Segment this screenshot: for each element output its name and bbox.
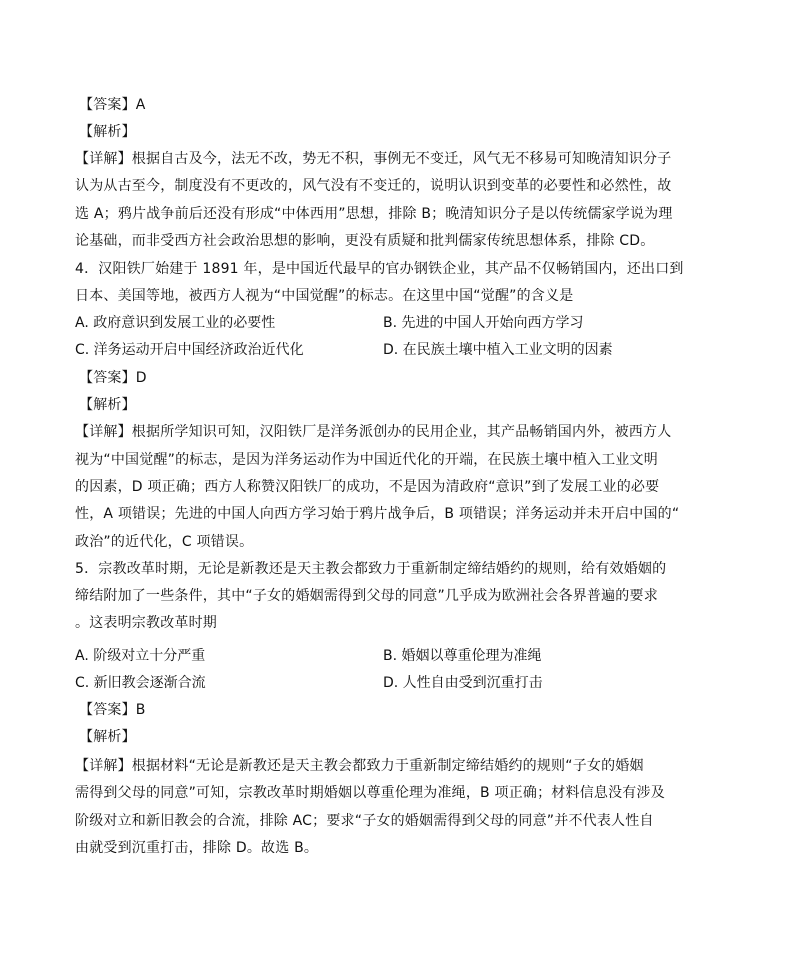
q5-option-d: D. 人性自由受到沉重打击 — [383, 675, 543, 691]
q3-detail-line: 论基础，而非受西方社会政治思想的影响，更没有质疑和批判儒家传统思想体系，排除 CD。 — [75, 233, 655, 249]
q4-option-c: C. 洋务运动开启中国经济政治近代化 — [75, 342, 304, 358]
q5-detail-line: 【详解】根据材料“无论是新教还是天主教会都致力于重新制定缔结婚约的规则“子女的婚姻 — [75, 758, 644, 774]
q5-analysis-label: 【解析】 — [79, 729, 136, 745]
q4-detail-line: 性，A 项错误；先进的中国人向西方学习始于鸦片战争后，B 项错误；洋务运动并未开启中国的“ — [75, 506, 680, 522]
q3-answer: 【答案】A — [79, 97, 146, 113]
q5-detail-line: 需得到父母的同意”可知，宗教改革时期婚姻以尊重伦理为准绳，B 项正确；材料信息没有涉及 — [75, 785, 665, 801]
q3-detail-line: 认为从古至今，制度没有不更改的，风气没有不变迁的，说明认识到变革的必要性和必然性，故 — [75, 178, 672, 194]
q3-analysis-label: 【解析】 — [79, 124, 136, 140]
q4-stem-line: 日本、美国等地，被西方人视为“中国觉醒”的标志。在这里中国“觉醒”的含义是 — [75, 288, 574, 304]
q4-detail-line: 的因素，D 项正确；西方人称赞汉阳铁厂的成功，不是因为清政府“意识”到了发展工业的必要 — [75, 479, 660, 495]
q4-option-d: D. 在民族土壤中植入工业文明的因素 — [383, 342, 613, 358]
q5-detail-line: 阶级对立和新旧教会的合流，排除 AC；要求“子女的婚姻需得到父母的同意”并不代表人性自 — [75, 813, 654, 829]
q5-stem-line: 缔结附加了一些条件，其中“子女的婚姻需得到父母的同意”几乎成为欧洲社会各界普遍的要求 — [75, 588, 658, 604]
q4-detail-line: 政治”的近代化，C 项错误。 — [75, 534, 254, 550]
q5-stem-line: 。这表明宗教改革时期 — [75, 615, 217, 631]
q4-stem-line: 4．汉阳铁厂始建于 1891 年，是中国近代最早的官办钢铁企业，其产品不仅畅销国内，还出口到 — [75, 261, 684, 277]
q4-detail-line: 【详解】根据所学知识可知，汉阳铁厂是洋务派创办的民用企业，其产品畅销国内外，被西方人 — [75, 424, 672, 440]
q5-answer: 【答案】B — [79, 702, 146, 718]
q4-detail-line: 视为“中国觉醒”的标志，是因为洋务运动作为中国近代化的开端，在民族土壤中植入工业文明 — [75, 452, 658, 468]
q5-detail-line: 由就受到沉重打击，排除 D。故选 B。 — [75, 840, 319, 856]
q5-option-b: B. 婚姻以尊重伦理为准绳 — [383, 648, 542, 664]
q4-analysis-label: 【解析】 — [79, 397, 136, 413]
q3-detail-line: 【详解】根据自古及今，法无不改，势无不积，事例无不变迁，风气无不移易可知晚清知识分子 — [75, 151, 672, 167]
q4-option-a: A. 政府意识到发展工业的必要性 — [75, 315, 276, 331]
q4-option-b: B. 先进的中国人开始向西方学习 — [383, 315, 584, 331]
q3-detail-line: 选 A；鸦片战争前后还没有形成“中体西用”思想，排除 B；晚清知识分子是以传统儒家学说为理 — [75, 206, 673, 222]
q5-option-a: A. 阶级对立十分严重 — [75, 648, 206, 664]
q4-answer: 【答案】D — [79, 370, 147, 386]
q5-option-c: C. 新旧教会逐渐合流 — [75, 675, 206, 691]
q5-stem-line: 5．宗教改革时期，无论是新教还是天主教会都致力于重新制定缔结婚约的规则，给有效婚姻的 — [75, 561, 667, 577]
